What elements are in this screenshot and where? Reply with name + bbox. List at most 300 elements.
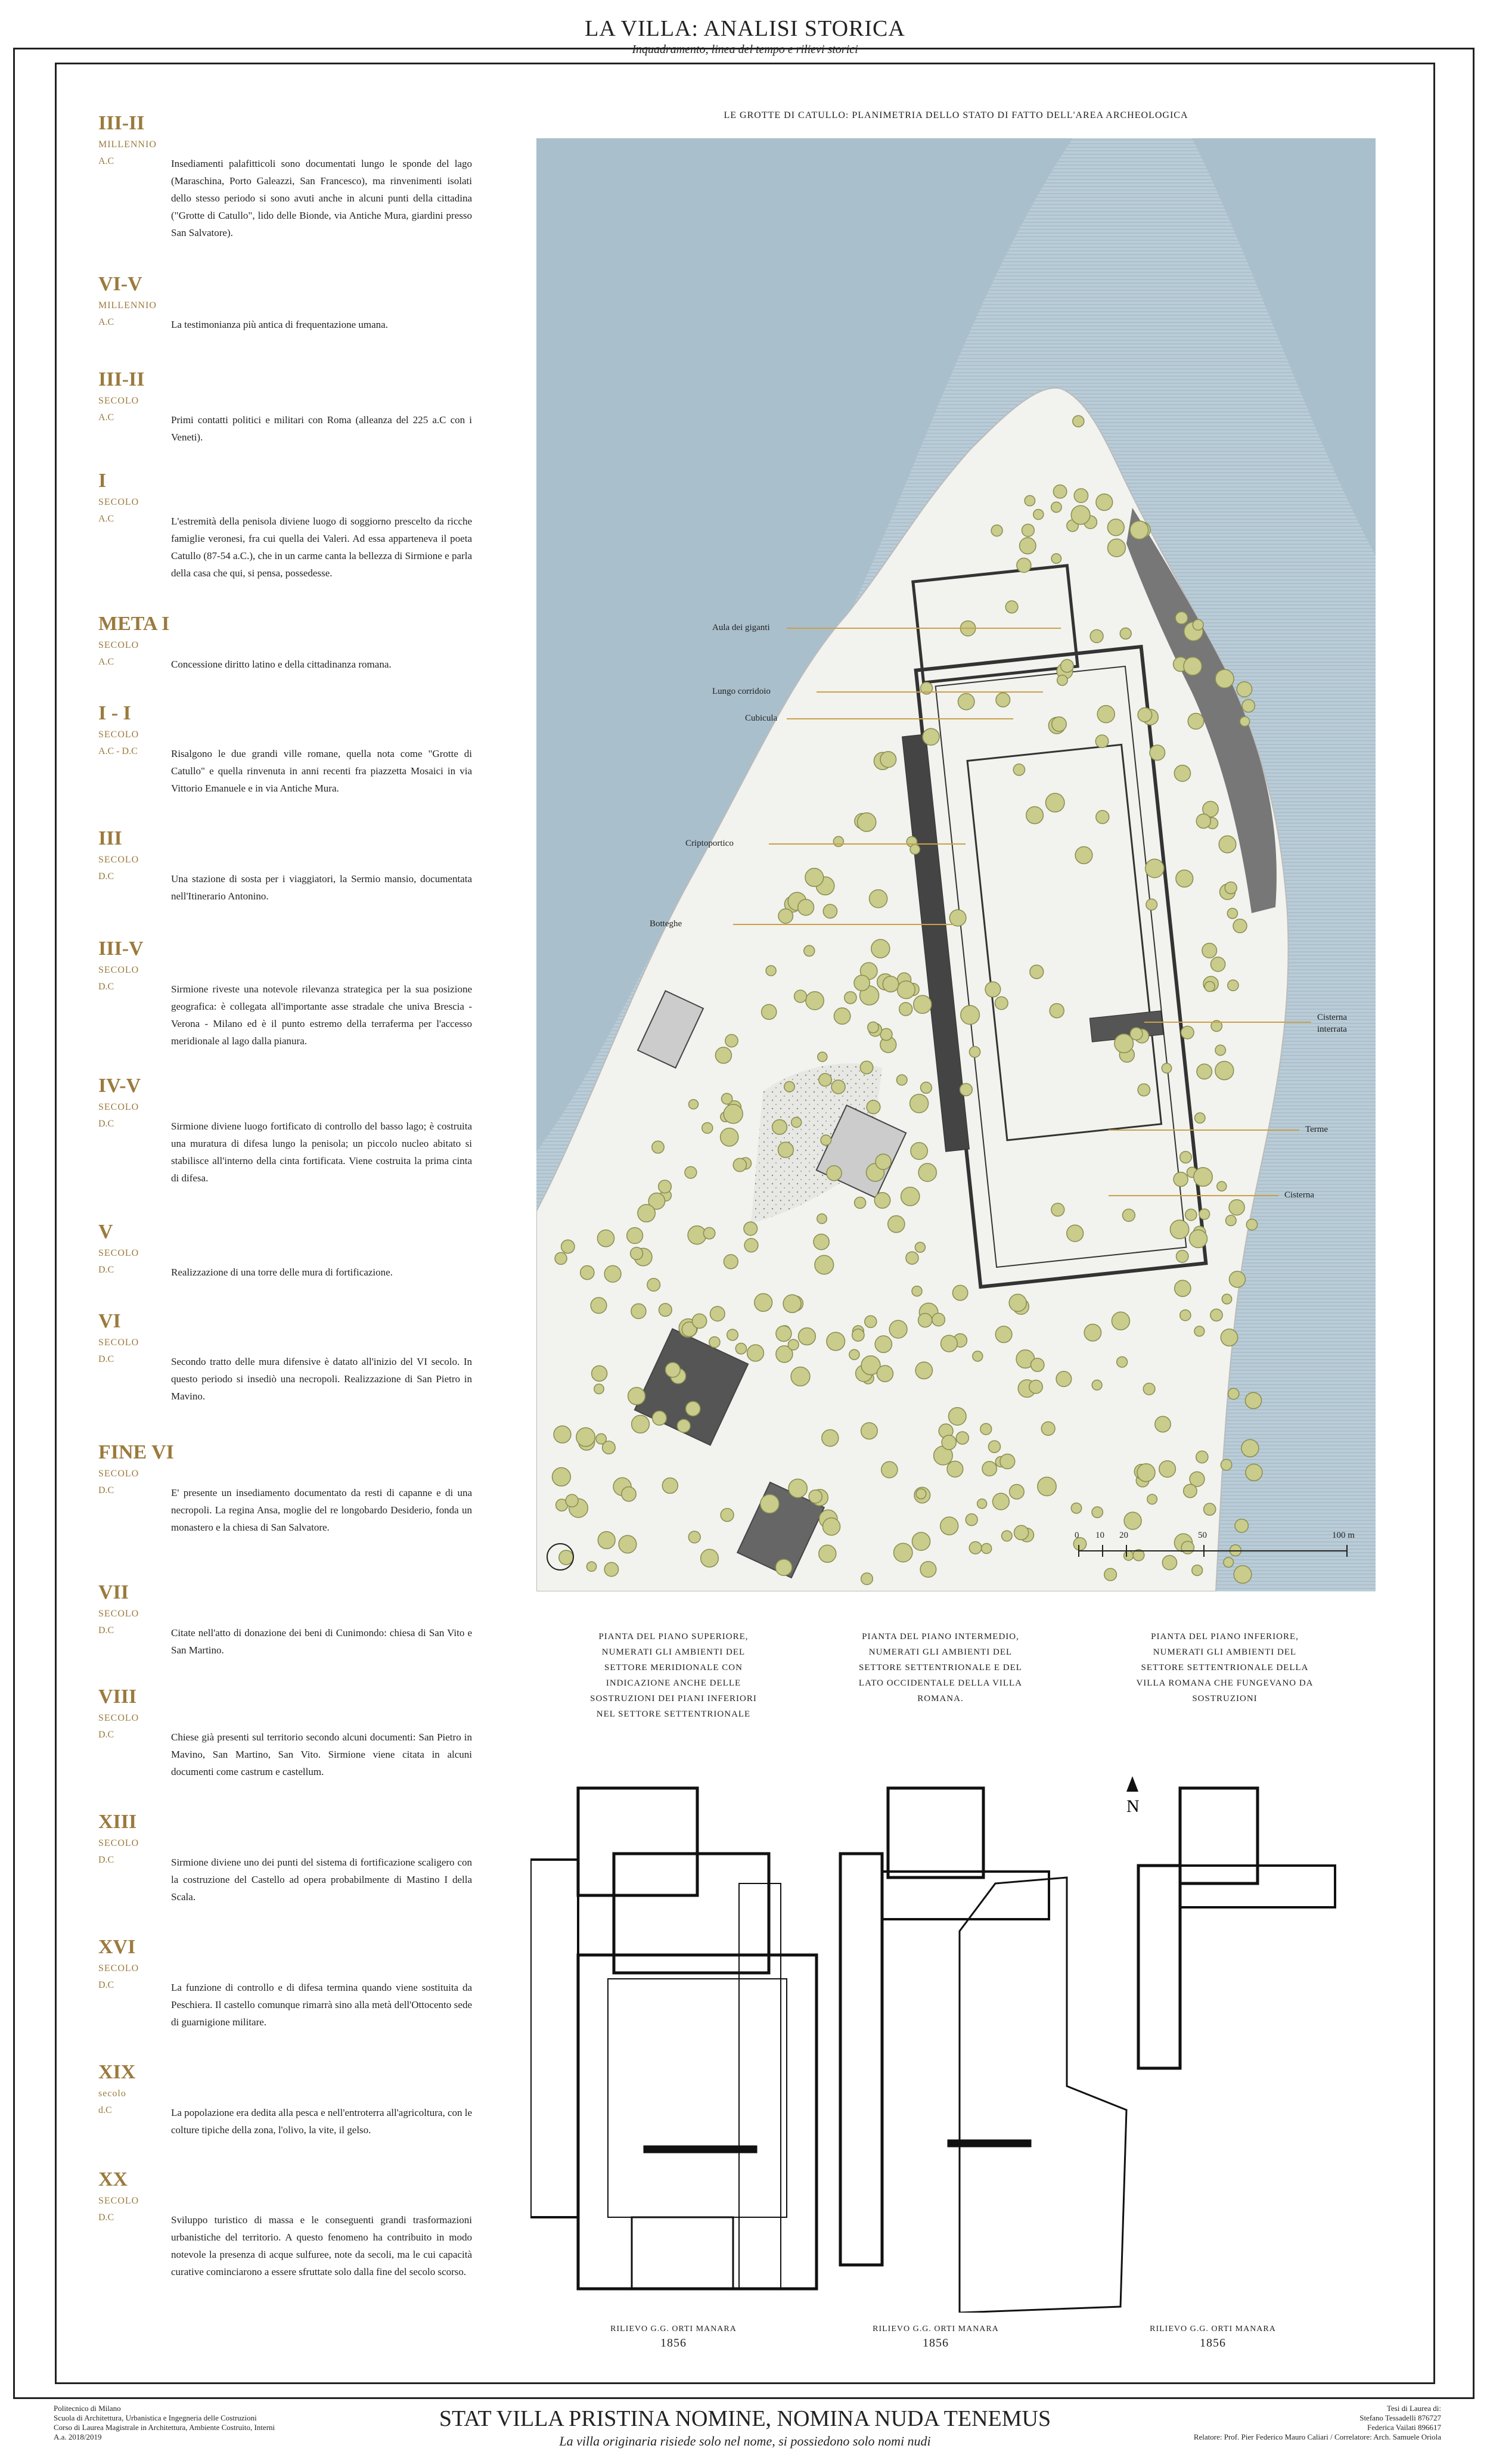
olive-tree <box>727 1329 738 1340</box>
scale-0: 0 <box>1075 1531 1079 1540</box>
north-label: N <box>1126 1796 1140 1816</box>
olive-tree <box>1030 965 1044 979</box>
olive-tree <box>1138 1084 1150 1096</box>
olive-tree <box>977 1499 987 1509</box>
timeline-unit: SECOLO <box>98 1713 139 1723</box>
olive-tree <box>1230 1271 1246 1287</box>
timeline-unit: SECOLO <box>98 640 139 650</box>
timeline-era: XX <box>98 2168 128 2190</box>
timeline-description: Risalgono le due grandi ville romane, quella nota come "Grotte di Catullo" e quella rinvenuta in anni recenti fra piazzetta Mosaici in via Vittorio Emanuele e in via Antiche Mura. <box>171 748 472 794</box>
olive-tree <box>628 1388 645 1405</box>
olive-tree <box>1123 1209 1135 1222</box>
olive-tree <box>1147 1494 1157 1504</box>
olive-tree <box>819 1073 831 1086</box>
olive-tree <box>949 910 966 926</box>
olive-tree <box>874 1193 890 1208</box>
olive-tree <box>911 1143 927 1159</box>
olive-tree <box>1184 1484 1197 1497</box>
olive-tree <box>1174 1172 1188 1187</box>
olive-tree <box>1107 519 1124 536</box>
timeline-era: III-V <box>98 938 144 960</box>
olive-tree <box>724 1104 743 1124</box>
olive-tree <box>1162 1063 1171 1073</box>
olive-tree <box>653 1411 667 1425</box>
olive-tree <box>1096 494 1113 511</box>
olive-tree <box>1014 1525 1029 1540</box>
olive-tree <box>1196 1451 1208 1463</box>
olive-tree <box>1092 1380 1102 1390</box>
olive-tree <box>849 1349 859 1360</box>
olive-tree <box>823 904 837 918</box>
olive-tree <box>1197 1064 1212 1079</box>
plan-middle <box>840 1788 1126 2313</box>
olive-tree <box>627 1228 643 1244</box>
olive-tree <box>910 845 920 854</box>
footer-motto: STAT VILLA PRISTINA NOMINE, NOMINA NUDA TENEMUS <box>439 2406 1051 2431</box>
olive-tree <box>867 1100 880 1114</box>
olive-tree <box>631 1247 643 1260</box>
timeline-period: D.C <box>98 1625 114 1636</box>
olive-tree <box>852 1329 864 1341</box>
olive-tree <box>817 1214 827 1224</box>
olive-tree <box>775 1559 791 1575</box>
olive-tree <box>744 1239 758 1252</box>
olive-tree <box>721 1509 734 1522</box>
olive-tree <box>868 1022 879 1033</box>
timeline-description: L'estremità della penisola diviene luogo di soggiorno prescelto da ricche famiglie veronesi, fra cui quella dei Valeri. Ad essa apparteneva il poeta Catullo (87-54 a.C.), che in un carme canta la bellezza di Sirmione e parla della casa che qui, si pensa, possedesse. <box>171 516 472 579</box>
timeline-era: VII <box>98 1581 129 1603</box>
olive-tree <box>638 1205 655 1222</box>
olive-tree <box>941 1335 958 1352</box>
olive-tree <box>1002 1531 1013 1541</box>
olive-tree <box>1120 628 1131 640</box>
timeline-period: D.C <box>98 1485 114 1495</box>
olive-tree <box>1194 1168 1212 1186</box>
olive-tree <box>966 1514 977 1526</box>
olive-tree <box>1155 1416 1171 1432</box>
olive-tree <box>831 1080 845 1094</box>
olive-tree <box>1108 539 1126 557</box>
olive-tree <box>1138 707 1152 722</box>
olive-tree <box>784 1082 794 1092</box>
timeline-description: E' presente un insediamento documentato da resti di capanne e di una necropoli. La regina Ansa, moglie del re longobardo Desiderio, fonda un monastero e la chiesa di San Salvatore. <box>171 1487 472 1533</box>
olive-tree <box>827 1332 845 1351</box>
olive-tree <box>958 694 974 710</box>
olive-tree <box>566 1494 578 1507</box>
olive-tree <box>1033 510 1044 520</box>
olive-tree <box>693 1314 707 1328</box>
olive-tree <box>733 1158 746 1171</box>
olive-tree <box>918 1163 936 1181</box>
timeline-description: La popolazione era dedita alla pesca e nell'entroterra all'agricoltura, con le colture tipiche della zona, l'olivo, la vite, il gelso. <box>171 2107 473 2136</box>
olive-tree <box>659 1304 672 1317</box>
olive-tree <box>798 899 814 916</box>
olive-tree <box>1000 1454 1015 1469</box>
relief-middle <box>858 2325 1013 2350</box>
olive-tree <box>888 1216 905 1233</box>
olive-tree <box>1061 659 1074 672</box>
olive-tree <box>1245 1392 1261 1408</box>
olive-tree <box>722 1093 732 1104</box>
olive-tree <box>969 1542 982 1554</box>
olive-tree <box>1071 1503 1081 1513</box>
olive-tree <box>889 1320 907 1338</box>
olive-tree <box>1026 806 1044 824</box>
timeline-unit: secolo <box>98 2088 126 2099</box>
olive-tree <box>1096 811 1109 824</box>
olive-tree <box>809 1490 822 1503</box>
olive-tree <box>685 1166 697 1178</box>
olive-tree <box>949 1408 967 1426</box>
olive-tree <box>1176 870 1193 887</box>
olive-tree <box>709 1337 720 1348</box>
olive-tree <box>871 939 890 958</box>
olive-tree <box>1241 1439 1259 1457</box>
scale-100: 100 m <box>1332 1531 1355 1540</box>
timeline-unit: SECOLO <box>98 855 139 865</box>
olive-tree <box>1181 1541 1194 1554</box>
timeline-period: D.C <box>98 1265 114 1275</box>
olive-tree <box>898 981 915 999</box>
olive-tree <box>725 1035 738 1047</box>
timeline-era: IV-V <box>98 1075 141 1097</box>
olive-tree <box>598 1532 615 1549</box>
timeline-era: VI <box>98 1310 121 1332</box>
olive-tree <box>776 1326 791 1342</box>
timeline-period: D.C <box>98 1354 114 1364</box>
timeline-description: Primi contatti politici e militari con Roma (alleanza del 225 a.C con i Veneti). <box>171 414 472 443</box>
olive-tree <box>815 1255 834 1274</box>
timeline-era: VIII <box>98 1686 137 1708</box>
plan-lower <box>1138 1788 1335 2068</box>
relief-upper <box>596 2325 751 2350</box>
olive-tree <box>1046 793 1064 812</box>
olive-tree <box>1221 1329 1237 1346</box>
olive-tree <box>1174 765 1190 781</box>
olive-tree <box>603 1441 616 1454</box>
olive-tree <box>710 1307 725 1321</box>
olive-tree <box>1143 1383 1155 1395</box>
olive-tree <box>906 1252 918 1264</box>
olive-tree <box>973 1351 983 1361</box>
olive-tree <box>677 1419 690 1432</box>
olive-tree <box>1235 1519 1248 1532</box>
label-cisterna-interrata: Cisterna interrata <box>1317 1013 1347 1034</box>
olive-tree <box>1029 1380 1042 1394</box>
footer-left-line: Politecnico di Milano <box>54 2404 121 2413</box>
olive-tree <box>1084 1324 1101 1341</box>
timeline-era: III-II <box>98 368 145 390</box>
map-caption: LE GROTTE DI CATULLO: PLANIMETRIA DELLO STATO DI FATTO DELL'AREA ARCHEOLOGICA <box>724 110 1188 120</box>
olive-tree <box>914 995 932 1013</box>
olive-tree <box>915 1242 925 1252</box>
olive-tree <box>1233 919 1247 933</box>
olive-tree <box>1095 735 1108 747</box>
olive-tree <box>861 1423 878 1439</box>
olive-tree <box>1073 415 1084 427</box>
footer-right-line: Stefano Tessadelli 876727 <box>1359 2413 1441 2422</box>
olive-tree <box>1237 682 1252 697</box>
olive-tree <box>982 1544 992 1554</box>
olive-tree <box>1071 505 1090 525</box>
timeline-era: V <box>98 1221 113 1243</box>
olive-tree <box>1051 1203 1064 1217</box>
olive-tree <box>918 1314 932 1327</box>
timeline-description: Una stazione di sosta per i viaggiatori, la Sermio mansio, documentata nell'Itinerario Antonino. <box>171 873 472 902</box>
olive-tree <box>631 1304 646 1318</box>
timeline-description: Concessione diritto latino e della cittadinanza romana. <box>171 659 392 670</box>
footer-motto-translation: La villa originaria risiede solo nel nome, si possiedono solo nomi nudi <box>559 2434 931 2449</box>
olive-tree <box>1225 882 1237 894</box>
timeline-unit: SECOLO <box>98 1248 139 1258</box>
olive-tree <box>969 1047 980 1057</box>
page-subtitle: Inquadramento, linea del tempo e rilievi storici <box>632 43 858 56</box>
olive-tree <box>1097 706 1115 723</box>
olive-tree <box>1204 1503 1216 1515</box>
olive-tree <box>880 752 896 768</box>
olive-tree <box>762 1004 777 1019</box>
timeline-era: I <box>98 470 107 492</box>
olive-tree <box>855 1197 866 1208</box>
timeline-era: III <box>98 827 122 849</box>
plan-caption-lower: PIANTA DEL PIANO INFERIORE, NUMERATI GLI AMBIENTI DEL SETTORE SETTENTRIONALE DELLA VILLA ROMANA CHE FUNGEVANO DA SOSTRUZIONI <box>1136 1632 1314 1703</box>
olive-tree <box>921 1082 932 1094</box>
timeline-unit: SECOLO <box>98 396 139 406</box>
olive-tree <box>861 1573 873 1585</box>
timeline-unit: SECOLO <box>98 1469 139 1479</box>
olive-tree <box>1184 657 1202 675</box>
olive-tree <box>703 1227 715 1239</box>
timeline-period: A.C <box>98 657 114 667</box>
olive-tree <box>1188 713 1204 730</box>
olive-tree <box>1175 612 1188 624</box>
label-botteghe: Botteghe <box>650 919 682 929</box>
olive-tree <box>1194 1326 1205 1336</box>
olive-tree <box>940 1517 958 1535</box>
timeline-period: D.C <box>98 1730 114 1740</box>
olive-tree <box>702 1123 713 1134</box>
relief-middle-author: RILIEVO G.G. ORTI MANARA <box>873 2325 999 2333</box>
timeline-era: XIII <box>98 1811 137 1833</box>
olive-tree <box>1196 814 1210 828</box>
archaeological-site-map <box>536 138 1376 1591</box>
olive-tree <box>594 1384 604 1394</box>
historic-floor-plans <box>530 1776 1377 2313</box>
footer-left-line: A.a. 2018/2019 <box>54 2432 102 2441</box>
olive-tree <box>1195 1113 1205 1123</box>
olive-tree <box>778 1142 793 1157</box>
olive-tree <box>912 1532 930 1550</box>
olive-tree <box>822 1518 840 1535</box>
olive-tree <box>559 1550 573 1565</box>
olive-tree <box>1009 1294 1026 1311</box>
footer-right-line: Tesi di Laurea di: <box>1386 2404 1441 2413</box>
olive-tree <box>1181 1026 1194 1039</box>
olive-tree <box>877 1366 893 1382</box>
timeline-era: VI-V <box>98 273 142 295</box>
olive-tree <box>1050 1004 1064 1018</box>
olive-tree <box>881 1461 898 1478</box>
olive-tree <box>1228 980 1238 991</box>
olive-tree <box>1130 521 1148 539</box>
timeline-era: XIX <box>98 2061 136 2083</box>
olive-tree <box>597 1230 614 1247</box>
relief-upper-author: RILIEVO G.G. ORTI MANARA <box>610 2325 737 2333</box>
olive-tree <box>1246 1464 1262 1481</box>
olive-tree <box>834 1008 850 1024</box>
olive-tree <box>1205 982 1215 992</box>
olive-tree <box>1215 1045 1225 1055</box>
olive-tree <box>920 1562 936 1578</box>
olive-tree <box>833 836 843 846</box>
olive-tree <box>1112 1312 1129 1330</box>
olive-tree <box>1215 669 1234 688</box>
timeline-description: Sirmione diviene uno dei punti del sistema di fortificazione scaligero con la costruzione del Castello ad opera probabilmente di Mastino I della Scala. <box>171 1857 472 1903</box>
timeline-period: d.C <box>98 2105 112 2115</box>
olive-tree <box>652 1141 664 1153</box>
timeline-period: D.C <box>98 1980 114 1990</box>
olive-tree <box>1057 675 1067 685</box>
olive-tree <box>858 813 876 831</box>
label-aula-giganti: Aula dei giganti <box>712 623 770 632</box>
olive-tree <box>1104 1568 1117 1581</box>
olive-tree <box>689 1100 699 1109</box>
olive-tree <box>1150 745 1165 761</box>
timeline-era: FINE VI <box>98 1441 174 1463</box>
olive-tree <box>1038 1477 1056 1495</box>
footer-right-line: Federica Vailati 896617 <box>1367 2423 1441 2432</box>
footer-left-line: Scuola di Architettura, Urbanistica e Ingegneria delle Costruzioni <box>54 2413 257 2422</box>
timeline-unit: SECOLO <box>98 2196 139 2206</box>
olive-tree <box>1242 700 1255 712</box>
olive-tree <box>912 1286 922 1296</box>
olive-tree <box>1031 1358 1044 1371</box>
olive-tree <box>760 1494 779 1513</box>
olive-tree <box>561 1240 575 1253</box>
olive-tree <box>899 1003 912 1016</box>
olive-tree <box>947 1461 963 1477</box>
olive-tree <box>701 1549 719 1567</box>
olive-tree <box>1005 601 1018 613</box>
olive-tree <box>1192 1565 1203 1576</box>
olive-tree <box>1180 1152 1192 1163</box>
olive-tree <box>1185 1209 1197 1221</box>
olive-tree <box>805 868 824 887</box>
olive-tree <box>960 1084 973 1096</box>
olive-tree <box>1215 1062 1234 1080</box>
olive-tree <box>1170 1220 1188 1239</box>
olive-tree <box>581 1266 594 1280</box>
olive-tree <box>647 1278 660 1292</box>
olive-tree <box>1053 485 1066 498</box>
label-terme: Terme <box>1305 1125 1328 1134</box>
olive-tree <box>1124 1551 1134 1560</box>
olive-tree <box>1117 1357 1128 1367</box>
olive-tree <box>1067 1225 1084 1242</box>
olive-tree <box>1090 630 1103 643</box>
olive-tree <box>1159 1461 1176 1478</box>
olive-tree <box>804 945 815 956</box>
olive-tree <box>592 1366 607 1381</box>
timeline-unit: MILLENNIO <box>98 300 157 311</box>
olive-tree <box>662 1478 678 1494</box>
olive-tree <box>827 1166 842 1181</box>
timeline-description: La testimonianza più antica di frequentazione umana. <box>171 319 388 330</box>
olive-tree <box>1162 1556 1177 1570</box>
olive-tree <box>854 975 870 991</box>
olive-tree <box>586 1562 596 1571</box>
timeline-period: D.C <box>98 1855 114 1865</box>
olive-tree <box>942 1435 956 1450</box>
timeline-description: Sirmione diviene luogo fortificato di controllo del basso lago; è costruita una muratura di difesa lungo la penisola; un piccolo nucleo abitato si stabilisce all'interno della cinta fortificata. Viene costruita la prima cinta di difesa. <box>171 1121 472 1184</box>
olive-tree <box>818 1052 827 1062</box>
timeline-unit: SECOLO <box>98 1337 139 1348</box>
olive-tree <box>1226 1215 1237 1226</box>
olive-tree <box>989 1441 1001 1453</box>
olive-tree <box>1146 899 1157 910</box>
olive-tree <box>1020 538 1036 554</box>
olive-tree <box>721 1128 738 1146</box>
olive-tree <box>788 1339 799 1350</box>
scale-50: 50 <box>1198 1531 1207 1540</box>
olive-tree <box>1219 836 1236 853</box>
olive-tree <box>619 1535 637 1553</box>
olive-tree <box>1022 524 1035 536</box>
olive-tree <box>896 1075 907 1085</box>
olive-tree <box>1137 1464 1155 1482</box>
olive-tree <box>991 525 1002 536</box>
olive-tree <box>910 1094 929 1113</box>
label-cisterna: Cisterna <box>1284 1190 1314 1200</box>
timeline-era: III-II <box>98 112 145 134</box>
olive-tree <box>821 1135 831 1145</box>
timeline-unit: MILLENNIO <box>98 139 157 150</box>
olive-tree <box>778 909 793 923</box>
olive-tree <box>789 1479 807 1498</box>
olive-tree <box>1056 1371 1072 1387</box>
olive-tree <box>552 1467 571 1486</box>
olive-tree <box>1124 1512 1141 1529</box>
olive-tree <box>996 693 1010 707</box>
timeline-period: A.C <box>98 412 114 423</box>
timeline-period: A.C <box>98 156 114 166</box>
olive-tree <box>806 992 824 1010</box>
olive-tree <box>1234 1566 1252 1584</box>
timeline-description: Sviluppo turistico di massa e le conseguenti grandi trasformazioni urbanistiche del territorio. A questo fenomeno ha contribuito in modo notevole la presenza di acque sulfuree, note da secoli, ma le cui capacità curative cominciarono a essere sfruttate solo dalla fine del secolo scorso. <box>171 2214 472 2277</box>
olive-tree <box>956 1432 968 1444</box>
timeline-unit: SECOLO <box>98 1838 139 1848</box>
olive-tree <box>1221 1459 1231 1470</box>
olive-tree <box>822 1430 839 1447</box>
plan-caption-upper: PIANTA DEL PIANO SUPERIORE, NUMERATI GLI AMBIENTI DEL SETTORE MERIDIONALE CON INDICAZIONE ANCHE DELLE SOSTRUZIONI DEI PIANI INFERIORI NEL SETTORE SETTENTRIONALE <box>590 1632 757 1719</box>
scale-20: 20 <box>1119 1531 1128 1540</box>
olive-tree <box>894 1543 912 1562</box>
olive-tree <box>1092 1507 1103 1517</box>
timeline-unit: SECOLO <box>98 497 139 507</box>
olive-tree <box>916 1489 926 1499</box>
timeline-era: XVI <box>98 1936 136 1958</box>
olive-tree <box>985 982 1001 997</box>
olive-tree <box>1228 1388 1239 1399</box>
olive-tree <box>1177 1250 1188 1262</box>
scale-10: 10 <box>1095 1531 1104 1540</box>
olive-tree <box>604 1265 621 1282</box>
olive-tree <box>747 1345 764 1361</box>
olive-tree <box>591 1298 607 1314</box>
timeline-description: Realizzazione di una torre delle mura di fortificazione. <box>171 1267 393 1278</box>
olive-tree <box>724 1255 738 1269</box>
olive-tree <box>1075 847 1092 864</box>
